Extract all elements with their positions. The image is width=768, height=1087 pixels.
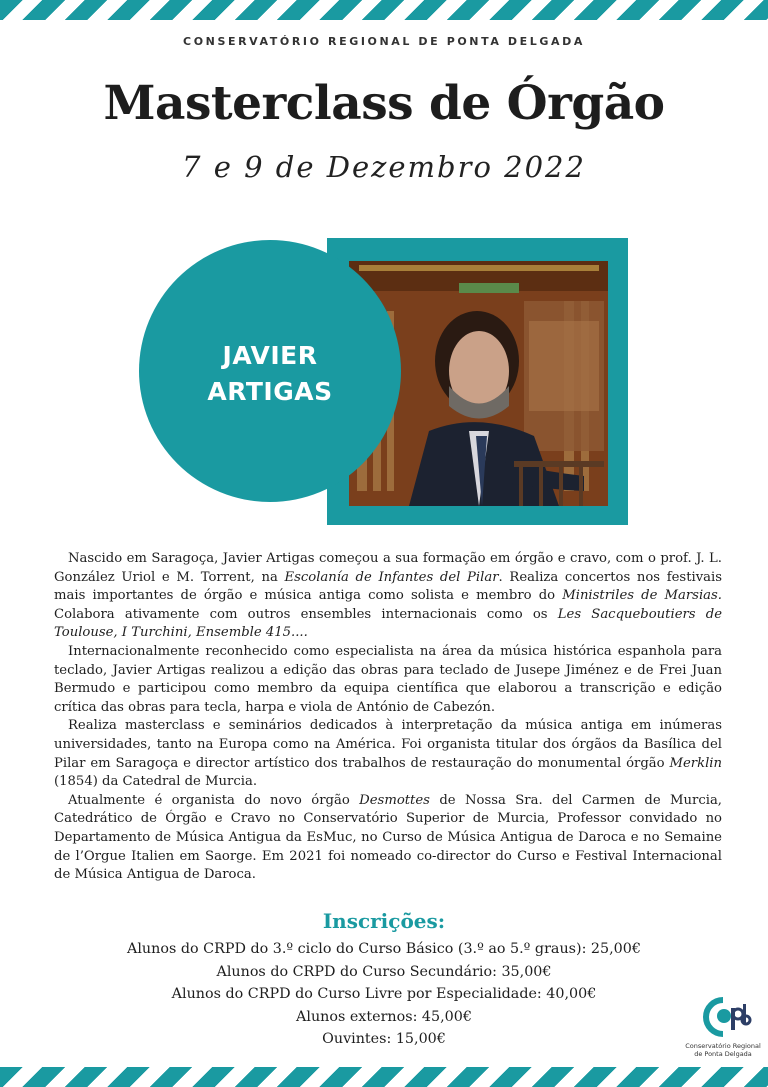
bio-text: Colabora ativamente com outros ensembles internacionais como os bbox=[54, 606, 558, 622]
top-stripe-border bbox=[0, 0, 768, 20]
bio-text: Atualmente é organista do novo órgão bbox=[68, 792, 360, 808]
price-line: Alunos do CRPD do Curso Livre por Especialidade: 40,00€ bbox=[171, 986, 597, 1002]
price-line: Ouvintes: 15,00€ bbox=[322, 1031, 446, 1047]
price-line: Alunos do CRPD do Curso Secundário: 35,00€ bbox=[216, 963, 552, 980]
bio-italic-text: Les Sacqueboutiers de Toulouse, I Turchini, Ensemble 415.... bbox=[54, 606, 723, 641]
biography bbox=[54, 550, 722, 885]
bio-italic-text: Merklin bbox=[669, 755, 722, 771]
bio-text: (1854) da Catedral de Murcia. bbox=[54, 774, 258, 790]
bio-text: Internacionalmente reconhecido como especialista na área da música histórica espanhola para teclado, Javier Artigas realizou a edição das obras para teclado de Jusepe Jiménez e de Frei Juan Bermudo e participou como membro da equipa científica que elaborou a transcrição e edição crítica das obras para tecla, harpa e viola de António de Cabezón. bbox=[54, 643, 722, 715]
event-dates: 7 e 9 de Dezembro 2022 bbox=[182, 150, 586, 184]
page-title: Masterclass de Órgão bbox=[103, 76, 665, 131]
logo-caption-line: Conservatório Regional bbox=[685, 1042, 761, 1050]
bio-text: de Nossa Sra. del Carmen de Murcia, Catedrático de Órgão e Cravo no Conservatório Superior de Murcia, Professor convidado no Departamento de Música Antigua da EsMuc, no Curso de Música Antigua de Daroca e no Semaine de l’Orgue Italien em Saorge. Em 2021 foi nomeado co-director do Curso e Festival Internacional de Música Antigua de Daroca. bbox=[54, 792, 722, 883]
logo-caption bbox=[683, 1043, 763, 1058]
bio-text: . Realiza concertos nos festivais mais importantes de órgão e música antiga como solista e membro do bbox=[54, 569, 723, 604]
bio-paragraph bbox=[54, 550, 722, 643]
speaker-last-name: ARTIGAS bbox=[207, 377, 333, 406]
bio-paragraph bbox=[54, 717, 722, 791]
price-line: Alunos do CRPD do 3.º ciclo do Curso Básico (3.º ao 5.º graus): 25,00€ bbox=[127, 941, 641, 957]
price-line: Alunos externos: 45,00€ bbox=[296, 1008, 472, 1025]
logo-caption-line: de Ponta Delgada bbox=[694, 1049, 752, 1058]
registration-title: Inscrições: bbox=[322, 909, 446, 933]
bio-italic-text: Escolanía de Infantes del Pilar bbox=[284, 569, 499, 585]
bio-text: Nascido em Saragoça, Javier Artigas começou a sua formação em órgão e cravo, com o prof. J. L. González Uriol e M. Torrent, na bbox=[54, 551, 722, 585]
registration-prices bbox=[0, 938, 768, 1051]
bio-text: Realiza masterclass e seminários dedicados à interpretação da música antiga em inúmeras universidades, tanto na Europa como na América. Foi organista titular dos órgãos da Basílica del Pilar em Saragoça e director artístico dos trabalhos de restauração do monumental órgão bbox=[54, 718, 722, 771]
bottom-stripe-border bbox=[0, 1067, 768, 1087]
bio-paragraph bbox=[54, 792, 722, 885]
speaker-name bbox=[139, 338, 401, 410]
crpd-logo bbox=[683, 994, 763, 1064]
bio-italic-text: Ministriles de Marsias. bbox=[562, 588, 722, 604]
speaker-first-name: JAVIER bbox=[222, 341, 318, 370]
organization-name: CONSERVATÓRIO REGIONAL DE PONTA DELGADA bbox=[183, 35, 585, 48]
bio-paragraph bbox=[54, 643, 722, 717]
crpd-logo-mark bbox=[693, 994, 753, 1038]
bio-italic-text: Desmottes bbox=[359, 792, 430, 808]
